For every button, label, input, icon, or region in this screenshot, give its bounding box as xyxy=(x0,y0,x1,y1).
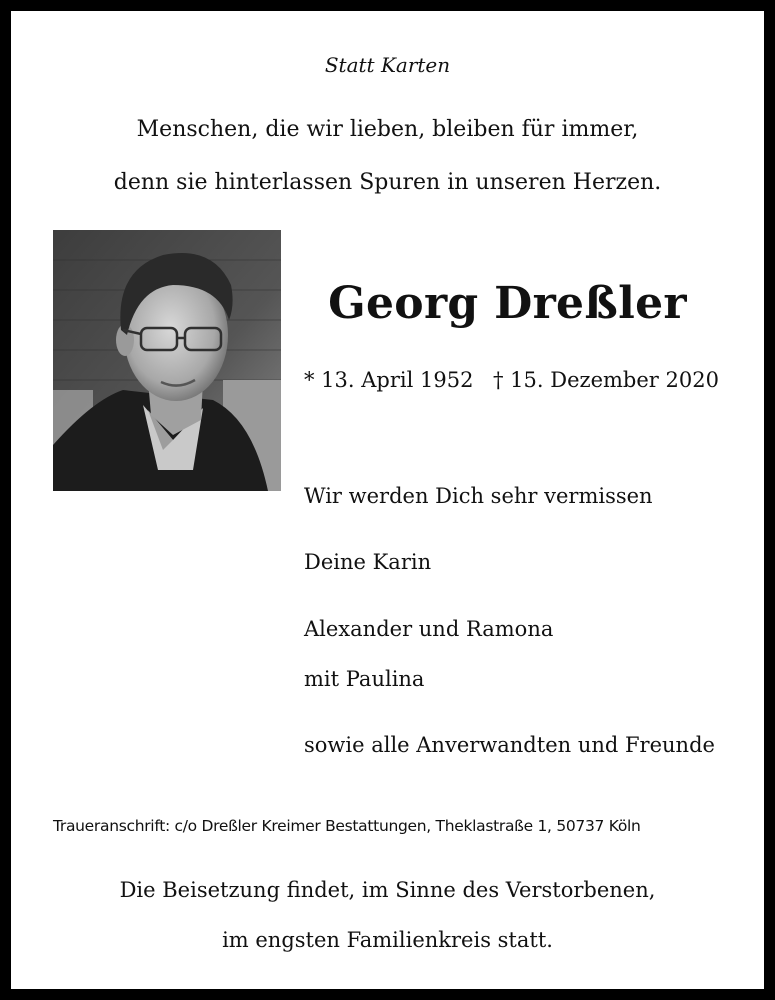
portrait-illustration xyxy=(53,230,281,491)
farewell-message: Wir werden Dich sehr vermissen xyxy=(304,484,653,508)
burial-line-1: Die Beisetzung findet, im Sinne des Verstorbenen, xyxy=(119,878,656,902)
mourner-line-3: mit Paulina xyxy=(304,667,425,691)
mourner-line-2: Alexander und Ramona xyxy=(304,617,554,641)
deceased-name: Georg Dreßler xyxy=(328,278,687,329)
mourning-address: Traueranschrift: c/o Dreßler Kreimer Bestattungen, Theklastraße 1, 50737 Köln xyxy=(53,817,641,835)
mourner-line-4: sowie alle Anverwandten und Freunde xyxy=(304,733,715,757)
death-date: † 15. Dezember 2020 xyxy=(493,368,719,392)
burial-line-2: im engsten Familienkreis statt. xyxy=(222,928,553,952)
notice-heading: Statt Karten xyxy=(324,53,451,77)
birth-date: * 13. April 1952 xyxy=(304,368,474,392)
portrait-photo xyxy=(53,230,281,491)
mourner-line-1: Deine Karin xyxy=(304,550,432,574)
quote-line-1: Menschen, die wir lieben, bleiben für immer, xyxy=(136,117,639,142)
quote-line-2: denn sie hinterlassen Spuren in unseren Herzen. xyxy=(113,170,662,195)
